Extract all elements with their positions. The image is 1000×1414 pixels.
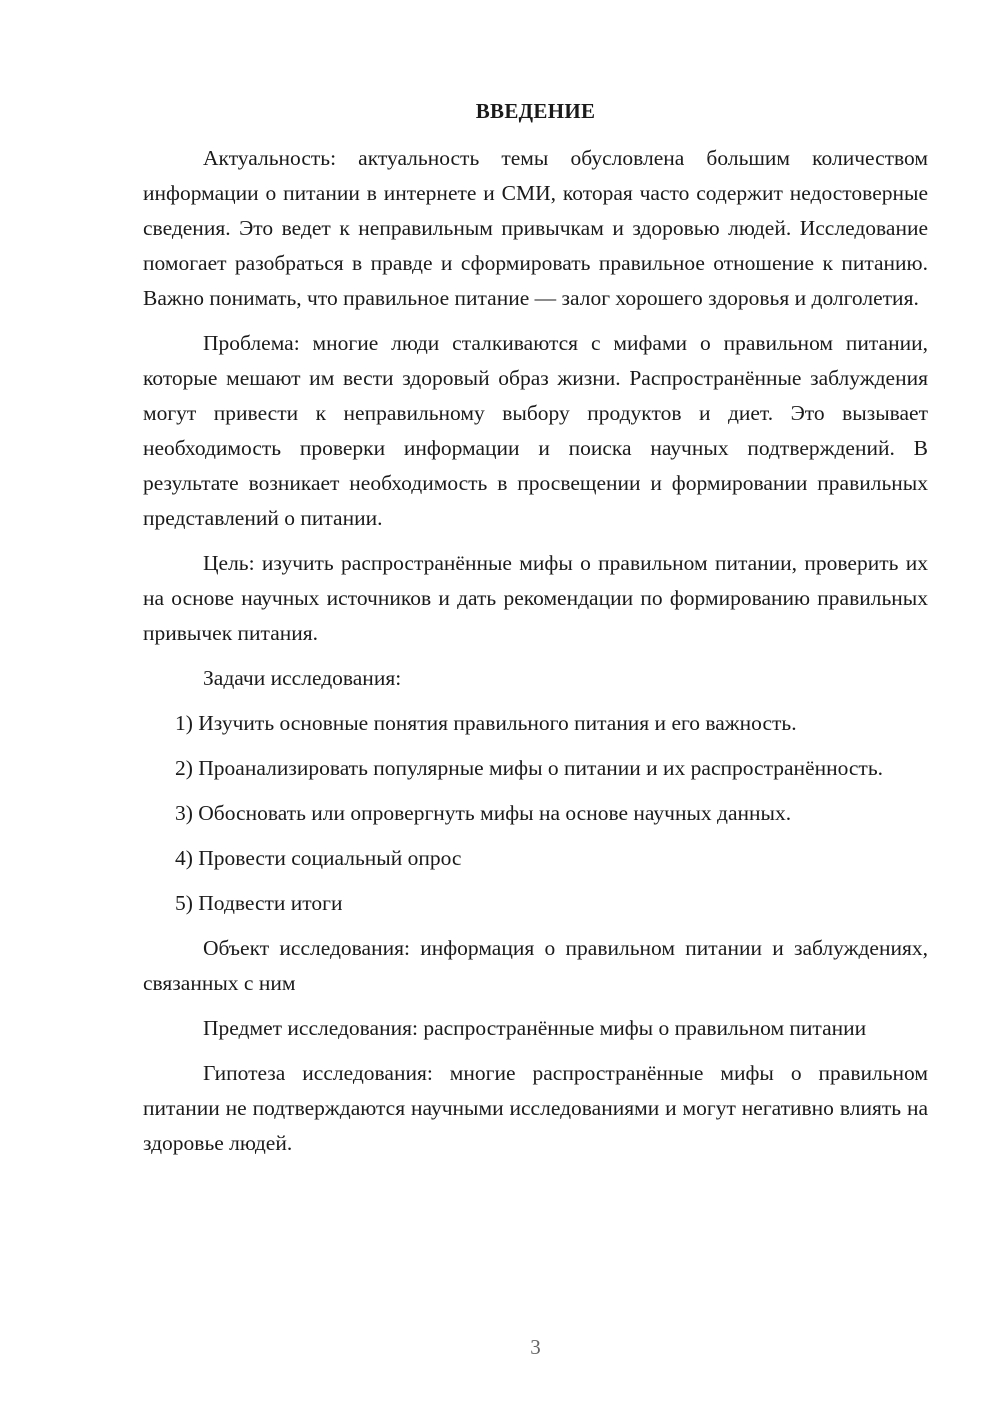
- task-item-5: 5) Подвести итоги: [175, 891, 343, 915]
- relevance-paragraph: Актуальность: актуальность темы обусловлена большим количеством информации о питании в интернете и СМИ, которая часто содержит недостоверные сведения. Это ведет к неправильным привычкам и здоровью людей. Исследование помогает разобраться в правде и сформировать правильное отношение к питанию. Важно понимать, что правильное питание — залог хорошего здоровья и долголетия.: [143, 146, 928, 310]
- document-body: [143, 141, 928, 1171]
- subject-paragraph: Предмет исследования: распространённые мифы о правильном питании: [203, 1016, 867, 1040]
- task-item-4: 4) Провести социальный опрос: [175, 846, 462, 870]
- hypothesis-paragraph: Гипотеза исследования: многие распространённые мифы о правильном питании не подтверждаются научными исследованиями и могут негативно влиять на здоровье людей.: [143, 1061, 928, 1155]
- document-page: [143, 0, 928, 1414]
- tasks-heading: Задачи исследования:: [203, 666, 402, 690]
- task-item-2: 2) Проанализировать популярные мифы о питании и их распространённость.: [175, 756, 883, 780]
- object-paragraph: Объект исследования: информация о правильном питании и заблуждениях, связанных с ним: [143, 936, 928, 995]
- problem-paragraph: Проблема: многие люди сталкиваются с мифами о правильном питании, которые мешают им вести здоровый образ жизни. Распространённые заблуждения могут привести к неправильному выбору продуктов и диет. Это вызывает необходимость проверки информации и поиска научных подтверждений. В результате возникает необходимость в просвещении и формировании правильных представлений о питании.: [143, 331, 928, 530]
- page-number: 3: [530, 1335, 541, 1359]
- task-item-1: 1) Изучить основные понятия правильного питания и его важность.: [175, 711, 797, 735]
- page-title: ВВЕДЕНИЕ: [475, 99, 596, 123]
- goal-paragraph: Цель: изучить распространённые мифы о правильном питании, проверить их на основе научных источников и дать рекомендации по формированию правильных привычек питания.: [143, 551, 928, 645]
- task-item-3: 3) Обосновать или опровергнуть мифы на основе научных данных.: [175, 801, 792, 825]
